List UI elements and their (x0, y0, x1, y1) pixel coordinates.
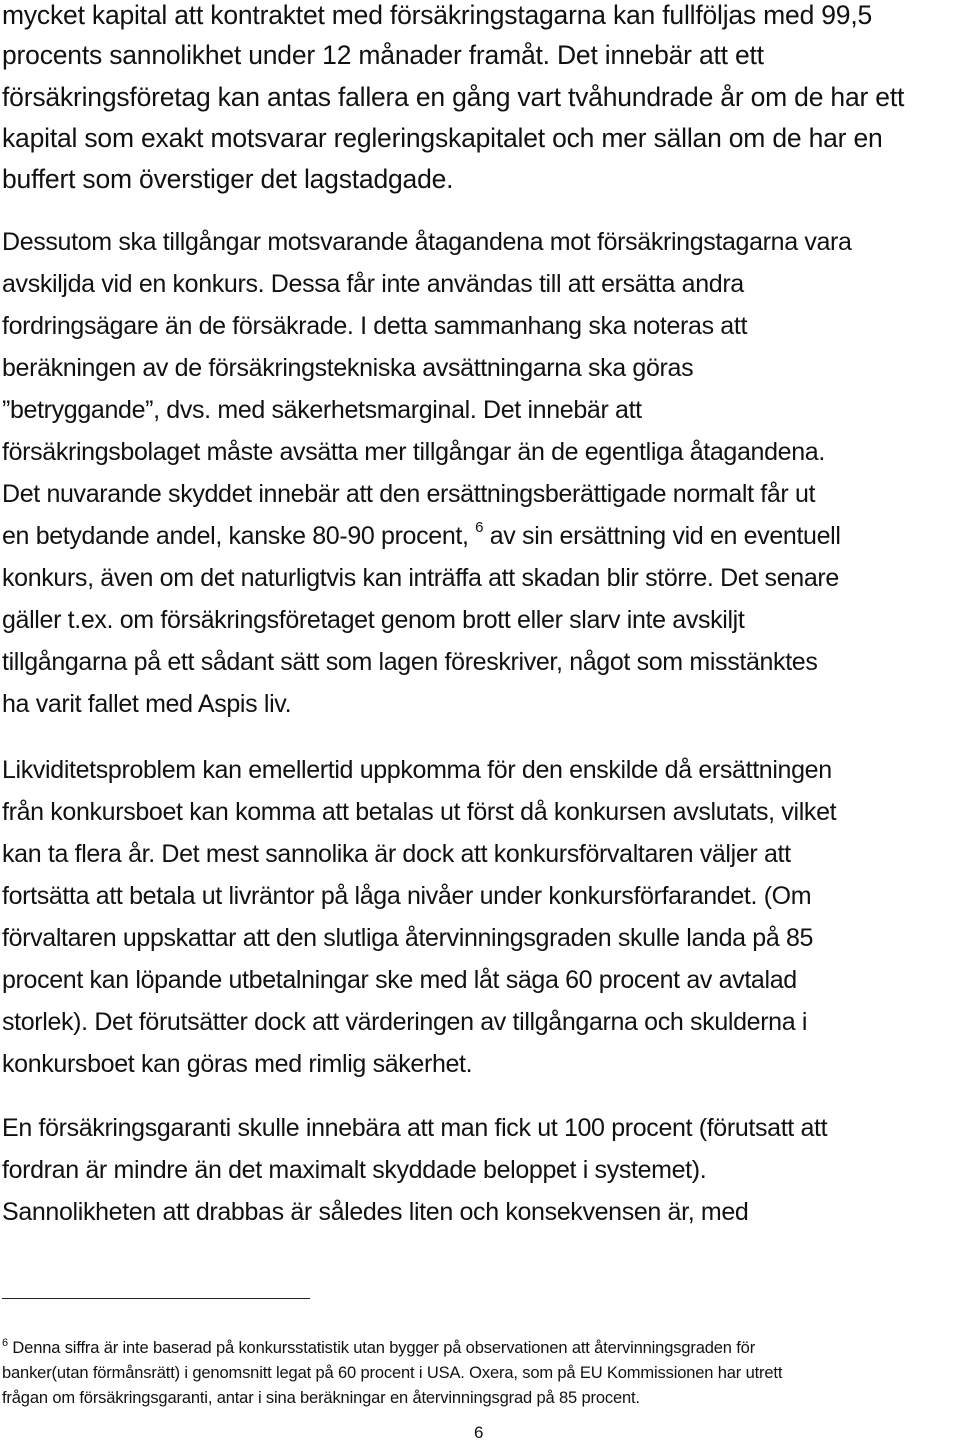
text-line: fortsätta att betala ut livräntor på låga nivåer under konkursförfarandet. (Om (2, 882, 812, 910)
text-line: konkurs, även om det naturligtvis kan inträffa att skadan blir större. Det senare (2, 564, 839, 592)
text-line: Det nuvarande skyddet innebär att den ersättningsberättigade normalt får ut (2, 480, 816, 508)
text-line: Likviditetsproblem kan emellertid uppkomma för den enskilde då ersättningen (2, 756, 832, 784)
page-number: 6 (474, 1423, 484, 1442)
footnote-line: frågan om försäkringsgaranti, antar i sina beräkningar en återvinningsgrad på 85 procent. (2, 1389, 640, 1407)
text-line: fordringsägare än de försäkrade. I detta sammanhang ska noteras att (2, 312, 748, 340)
text-line: kapital som exakt motsvarar regleringskapitalet och mer sällan om de har en (2, 123, 883, 153)
text-line: försäkringsbolaget måste avsätta mer tillgångar än de egentliga åtagandena. (2, 438, 825, 466)
text-line: buffert som överstiger det lagstadgade. (2, 164, 454, 194)
text-line: avskiljda vid en konkurs. Dessa får inte användas till att ersätta andra (2, 270, 744, 298)
text-line: förvaltaren uppskattar att den slutliga återvinningsgraden skulle landa på 85 (2, 924, 814, 952)
line-text: en betydande andel, kanske 80-90 procent, (2, 522, 476, 550)
text-line: fordran är mindre än det maximalt skyddade beloppet i systemet). (2, 1156, 707, 1184)
text-line: procent kan löpande utbetalningar ske med låt säga 60 procent av avtalad (2, 966, 797, 994)
footnote-text: Denna siffra är inte baserad på konkursstatistik utan bygger på observationen att återvinningsgraden för (7, 1339, 756, 1357)
text-line: mycket kapital att kontraktet med försäkringstagarna kan fullföljas med 99,5 (2, 0, 873, 30)
text-line: gäller t.ex. om försäkringsföretaget genom brott eller slarv inte avskiljt (2, 606, 745, 634)
text-line: En försäkringsgaranti skulle innebära att man fick ut 100 procent (förutsatt att (2, 1114, 828, 1142)
footnote-line (2, 1339, 755, 1358)
text-line-with-footnote-ref (2, 519, 841, 551)
text-line: från konkursboet kan komma att betalas ut först då konkursen avslutats, vilket (2, 798, 837, 826)
text-line: procents sannolikhet under 12 månader framåt. Det innebär att ett (2, 40, 764, 70)
footnote-separator (2, 1298, 310, 1299)
text-line: storlek). Det förutsätter dock att värderingen av tillgångarna och skulderna i (2, 1008, 808, 1036)
text-line: försäkringsföretag kan antas fallera en gång vart tvåhundrade år om de har ett (2, 82, 905, 112)
text-line: Dessutom ska tillgångar motsvarande åtagandena mot försäkringstagarna vara (2, 228, 852, 256)
line-text: av sin ersättning vid en eventuell (483, 522, 841, 550)
footnote-reference[interactable]: 6 (475, 519, 484, 536)
text-line: Sannolikheten att drabbas är således liten och konsekvensen är, med (2, 1198, 749, 1226)
text-line: ”betryggande”, dvs. med säkerhetsmarginal. Det innebär att (2, 396, 642, 424)
footnote-marker: 6 (2, 1337, 8, 1349)
text-line: kan ta flera år. Det mest sannolika är dock att konkursförvaltaren väljer att (2, 840, 791, 868)
footnote-line: banker(utan förmånsrätt) i genomsnitt legat på 60 procent i USA. Oxera, som på EU Kommissionen har utrett (2, 1364, 783, 1382)
text-line: beräkningen av de försäkringstekniska avsättningarna ska göras (2, 354, 694, 382)
text-line: tillgångarna på ett sådant sätt som lagen föreskriver, något som misstänktes (2, 648, 818, 676)
text-line: ha varit fallet med Aspis liv. (2, 690, 292, 718)
text-line: konkursboet kan göras med rimlig säkerhet. (2, 1050, 473, 1078)
